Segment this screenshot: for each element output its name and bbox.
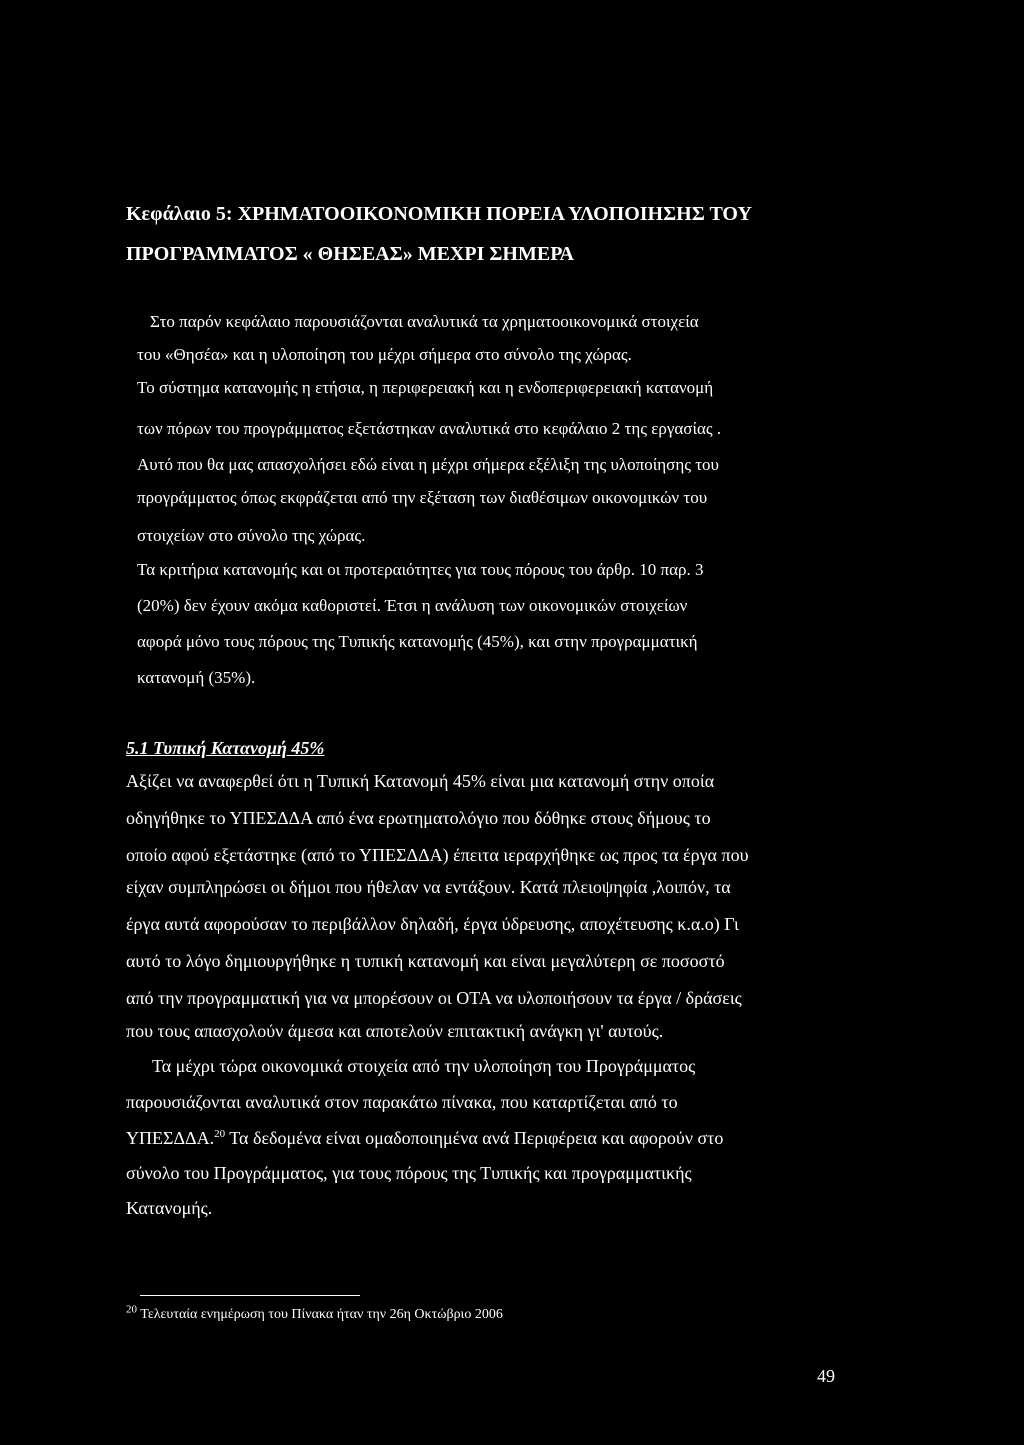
chapter-title-line-1: Κεφάλαιο 5: ΧΡΗΜΑΤΟΟΙΚΟΝΟΜΙΚΗ ΠΟΡΕΙΑ ΥΛΟΠΟΙΗΣΗΣ ΤΟΥ bbox=[126, 203, 752, 225]
intro-line: Τα κριτήρια κατανομής και οι προτεραιότητες για τους πόρους του άρθρ. 10 παρ. 3 bbox=[137, 560, 704, 579]
intro-line: στοιχείων στο σύνολο της χώρας. bbox=[137, 526, 366, 545]
section-line: οδηγήθηκε το ΥΠΕΣΔΔΑ από ένα ερωτηματολόγιο που δόθηκε στους δήμους το bbox=[126, 808, 711, 828]
intro-line: προγράμματος όπως εκφράζεται από την εξέταση των διαθέσιμων οικονομικών του bbox=[137, 488, 708, 507]
section-line: από την προγραμματική για να μπορέσουν οι ΟΤΑ να υλοποιήσουν τα έργα / δράσεις bbox=[126, 988, 742, 1008]
section-line: είχαν συμπληρώσει οι δήμοι που ήθελαν να εντάξουν. Κατά πλειοψηφία ,λοιπόν, τα bbox=[126, 877, 731, 897]
page-number: 49 bbox=[817, 1366, 835, 1386]
ref-line-before: ΥΠΕΣΔΔΑ. bbox=[126, 1128, 215, 1148]
chapter-title-line-2: ΠΡΟΓΡΑΜΜΑΤΟΣ « ΘΗΣΕΑΣ» ΜΕΧΡΙ ΣΗΜΕΡΑ bbox=[126, 243, 574, 265]
footnote-text: Τελευταία ενημέρωση του Πίνακα ήταν την 26η Οκτώβριο 2006 bbox=[137, 1307, 503, 1322]
section-line: Τα μέχρι τώρα οικονομικά στοιχεία από την υλοποίηση του Προγράμματος bbox=[152, 1056, 696, 1076]
intro-line: των πόρων του προγράμματος εξετάστηκαν αναλυτικά στο κεφάλαιο 2 της εργασίας . bbox=[137, 419, 722, 438]
ref-line-after: Τα δεδομένα είναι ομαδοποιημένα ανά Περιφέρεια και αφορούν στο bbox=[225, 1128, 724, 1148]
footnote bbox=[126, 1303, 503, 1322]
closing-line: σύνολο του Προγράμματος, για τους πόρους της Τυπικής και προγραμματικής bbox=[126, 1163, 692, 1183]
section-line: που τους απασχολούν άμεσα και αποτελούν επιτακτική ανάγκη γι' αυτούς. bbox=[126, 1021, 664, 1041]
section-line: Αξίζει να αναφερθεί ότι η Τυπική Κατανομή 45% είναι μια κατανομή στην οποία bbox=[126, 771, 715, 791]
intro-line: (20%) δεν έχουν ακόμα καθοριστεί. Έτσι η ανάλυση των οικονομικών στοιχείων bbox=[137, 596, 688, 615]
intro-line: Στο παρόν κεφάλαιο παρουσιάζονται αναλυτικά τα χρηματοοικονομικά στοιχεία bbox=[150, 312, 699, 331]
section-line: οποίο αφού εξετάστηκε (από το ΥΠΕΣΔΔΑ) έπειτα ιεραρχήθηκε ως προς τα έργα που bbox=[126, 845, 749, 865]
closing-line: Κατανομής. bbox=[126, 1198, 213, 1218]
intro-line: Το σύστημα κατανομής η ετήσια, η περιφερειακή και η ενδοπεριφερειακή κατανομή bbox=[137, 378, 714, 397]
section-heading: 5.1 Τυπική Κατανομή 45% bbox=[126, 738, 325, 758]
footnote-ref-line bbox=[126, 1129, 723, 1147]
intro-line: του «Θησέα» και η υλοποίηση του μέχρι σήμερα στο σύνολο της χώρας. bbox=[137, 345, 632, 364]
section-line: αυτό το λόγο δημιουργήθηκε η τυπική κατανομή και είναι μεγαλύτερη σε ποσοστό bbox=[126, 951, 725, 971]
section-line: έργα αυτά αφορούσαν το περιβάλλον δηλαδή, έργα ύδρευσης, αποχέτευσης κ.α.ο) Γι bbox=[126, 914, 739, 934]
intro-line: Αυτό που θα μας απασχολήσει εδώ είναι η μέχρι σήμερα εξέλιξη της υλοποίησης του bbox=[137, 455, 719, 474]
footnote-separator bbox=[140, 1295, 360, 1296]
footnote-reference-marker[interactable]: 20 bbox=[214, 1128, 226, 1140]
intro-line: αφορά μόνο τους πόρους της Τυπικής κατανομής (45%), και στην προγραμματική bbox=[137, 632, 698, 651]
section-line: παρουσιάζονται αναλυτικά στον παρακάτω πίνακα, που καταρτίζεται από το bbox=[126, 1092, 678, 1112]
intro-line: κατανομή (35%). bbox=[137, 668, 256, 687]
footnote-marker: 20 bbox=[126, 1303, 137, 1316]
